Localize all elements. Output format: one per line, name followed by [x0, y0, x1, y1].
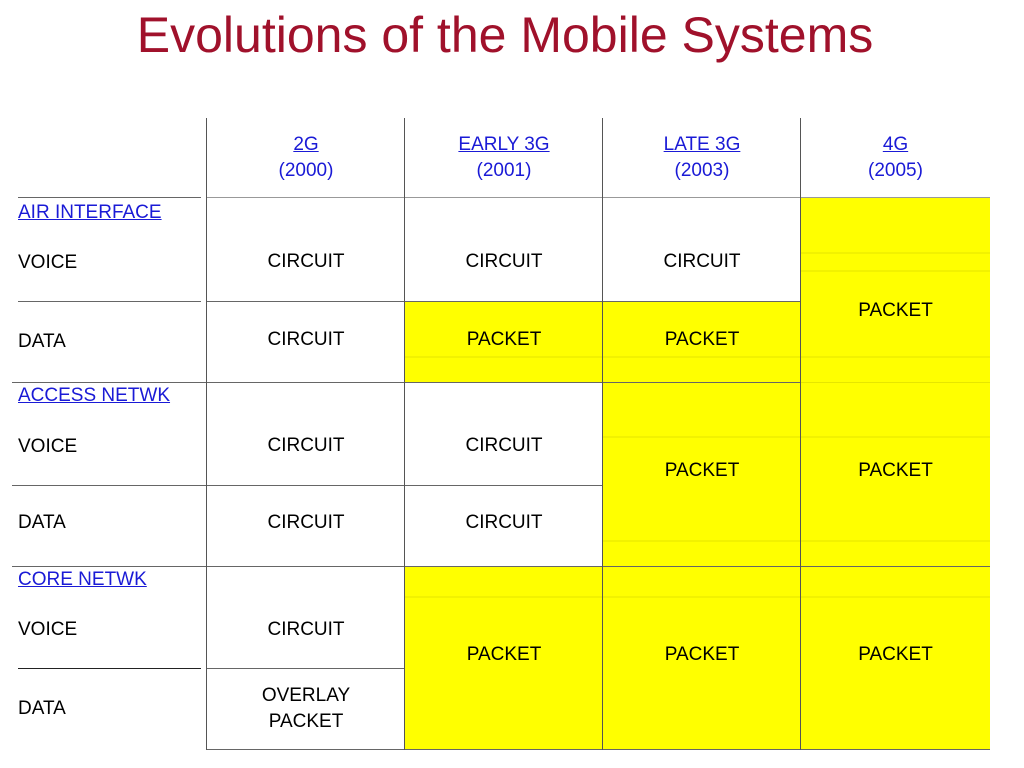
- table-cell: CIRCUIT: [267, 435, 345, 456]
- table-cell: CIRCUIT: [267, 512, 345, 533]
- row-label-data: DATA: [18, 331, 66, 352]
- table-cell: PACKET: [858, 644, 933, 665]
- table-cell: CIRCUIT: [663, 251, 741, 272]
- section-air-interface[interactable]: AIR INTERFACE: [18, 202, 162, 223]
- column-year: (2005): [868, 160, 923, 181]
- column-year: (2001): [476, 160, 532, 181]
- cell-line: OVERLAY: [261, 685, 351, 706]
- table-cell: CIRCUIT: [465, 251, 543, 272]
- row-label-voice: VOICE: [18, 252, 78, 273]
- section-core-network[interactable]: CORE NETWK: [18, 569, 147, 590]
- cell-line: PACKET: [268, 711, 344, 732]
- table-cell: PACKET: [858, 460, 933, 481]
- column-label[interactable]: 4G: [882, 134, 909, 155]
- row-label-data: DATA: [18, 512, 66, 533]
- column-label[interactable]: EARLY 3G: [458, 134, 550, 155]
- table-cell: PACKET: [466, 329, 542, 350]
- row-label-data: DATA: [18, 698, 66, 719]
- table-cell: PACKET: [858, 300, 933, 321]
- column-header-early-3g: [405, 118, 603, 198]
- page-title: Evolutions of the Mobile Systems: [136, 7, 874, 63]
- column-year: (2000): [278, 160, 334, 181]
- table-cell: CIRCUIT: [465, 435, 543, 456]
- column-header-2g: [207, 118, 405, 198]
- table-cell: [207, 669, 405, 749]
- table-cell: PACKET: [664, 644, 740, 665]
- column-year: (2003): [674, 160, 730, 181]
- column-label[interactable]: 2G: [293, 134, 319, 155]
- section-access-network[interactable]: ACCESS NETWK: [18, 385, 171, 406]
- table-cell: CIRCUIT: [267, 619, 345, 640]
- table-cell: PACKET: [664, 460, 740, 481]
- table-cell: PACKET: [664, 329, 740, 350]
- table-cell: CIRCUIT: [267, 251, 345, 272]
- column-header-late-3g: [603, 118, 801, 198]
- column-header-4g: [801, 118, 990, 198]
- table-cell: CIRCUIT: [267, 329, 345, 350]
- column-label[interactable]: LATE 3G: [663, 134, 741, 155]
- row-label-voice: VOICE: [18, 619, 78, 640]
- table-cell: PACKET: [466, 644, 542, 665]
- table-cell: CIRCUIT: [465, 512, 543, 533]
- row-label-voice: VOICE: [18, 436, 78, 457]
